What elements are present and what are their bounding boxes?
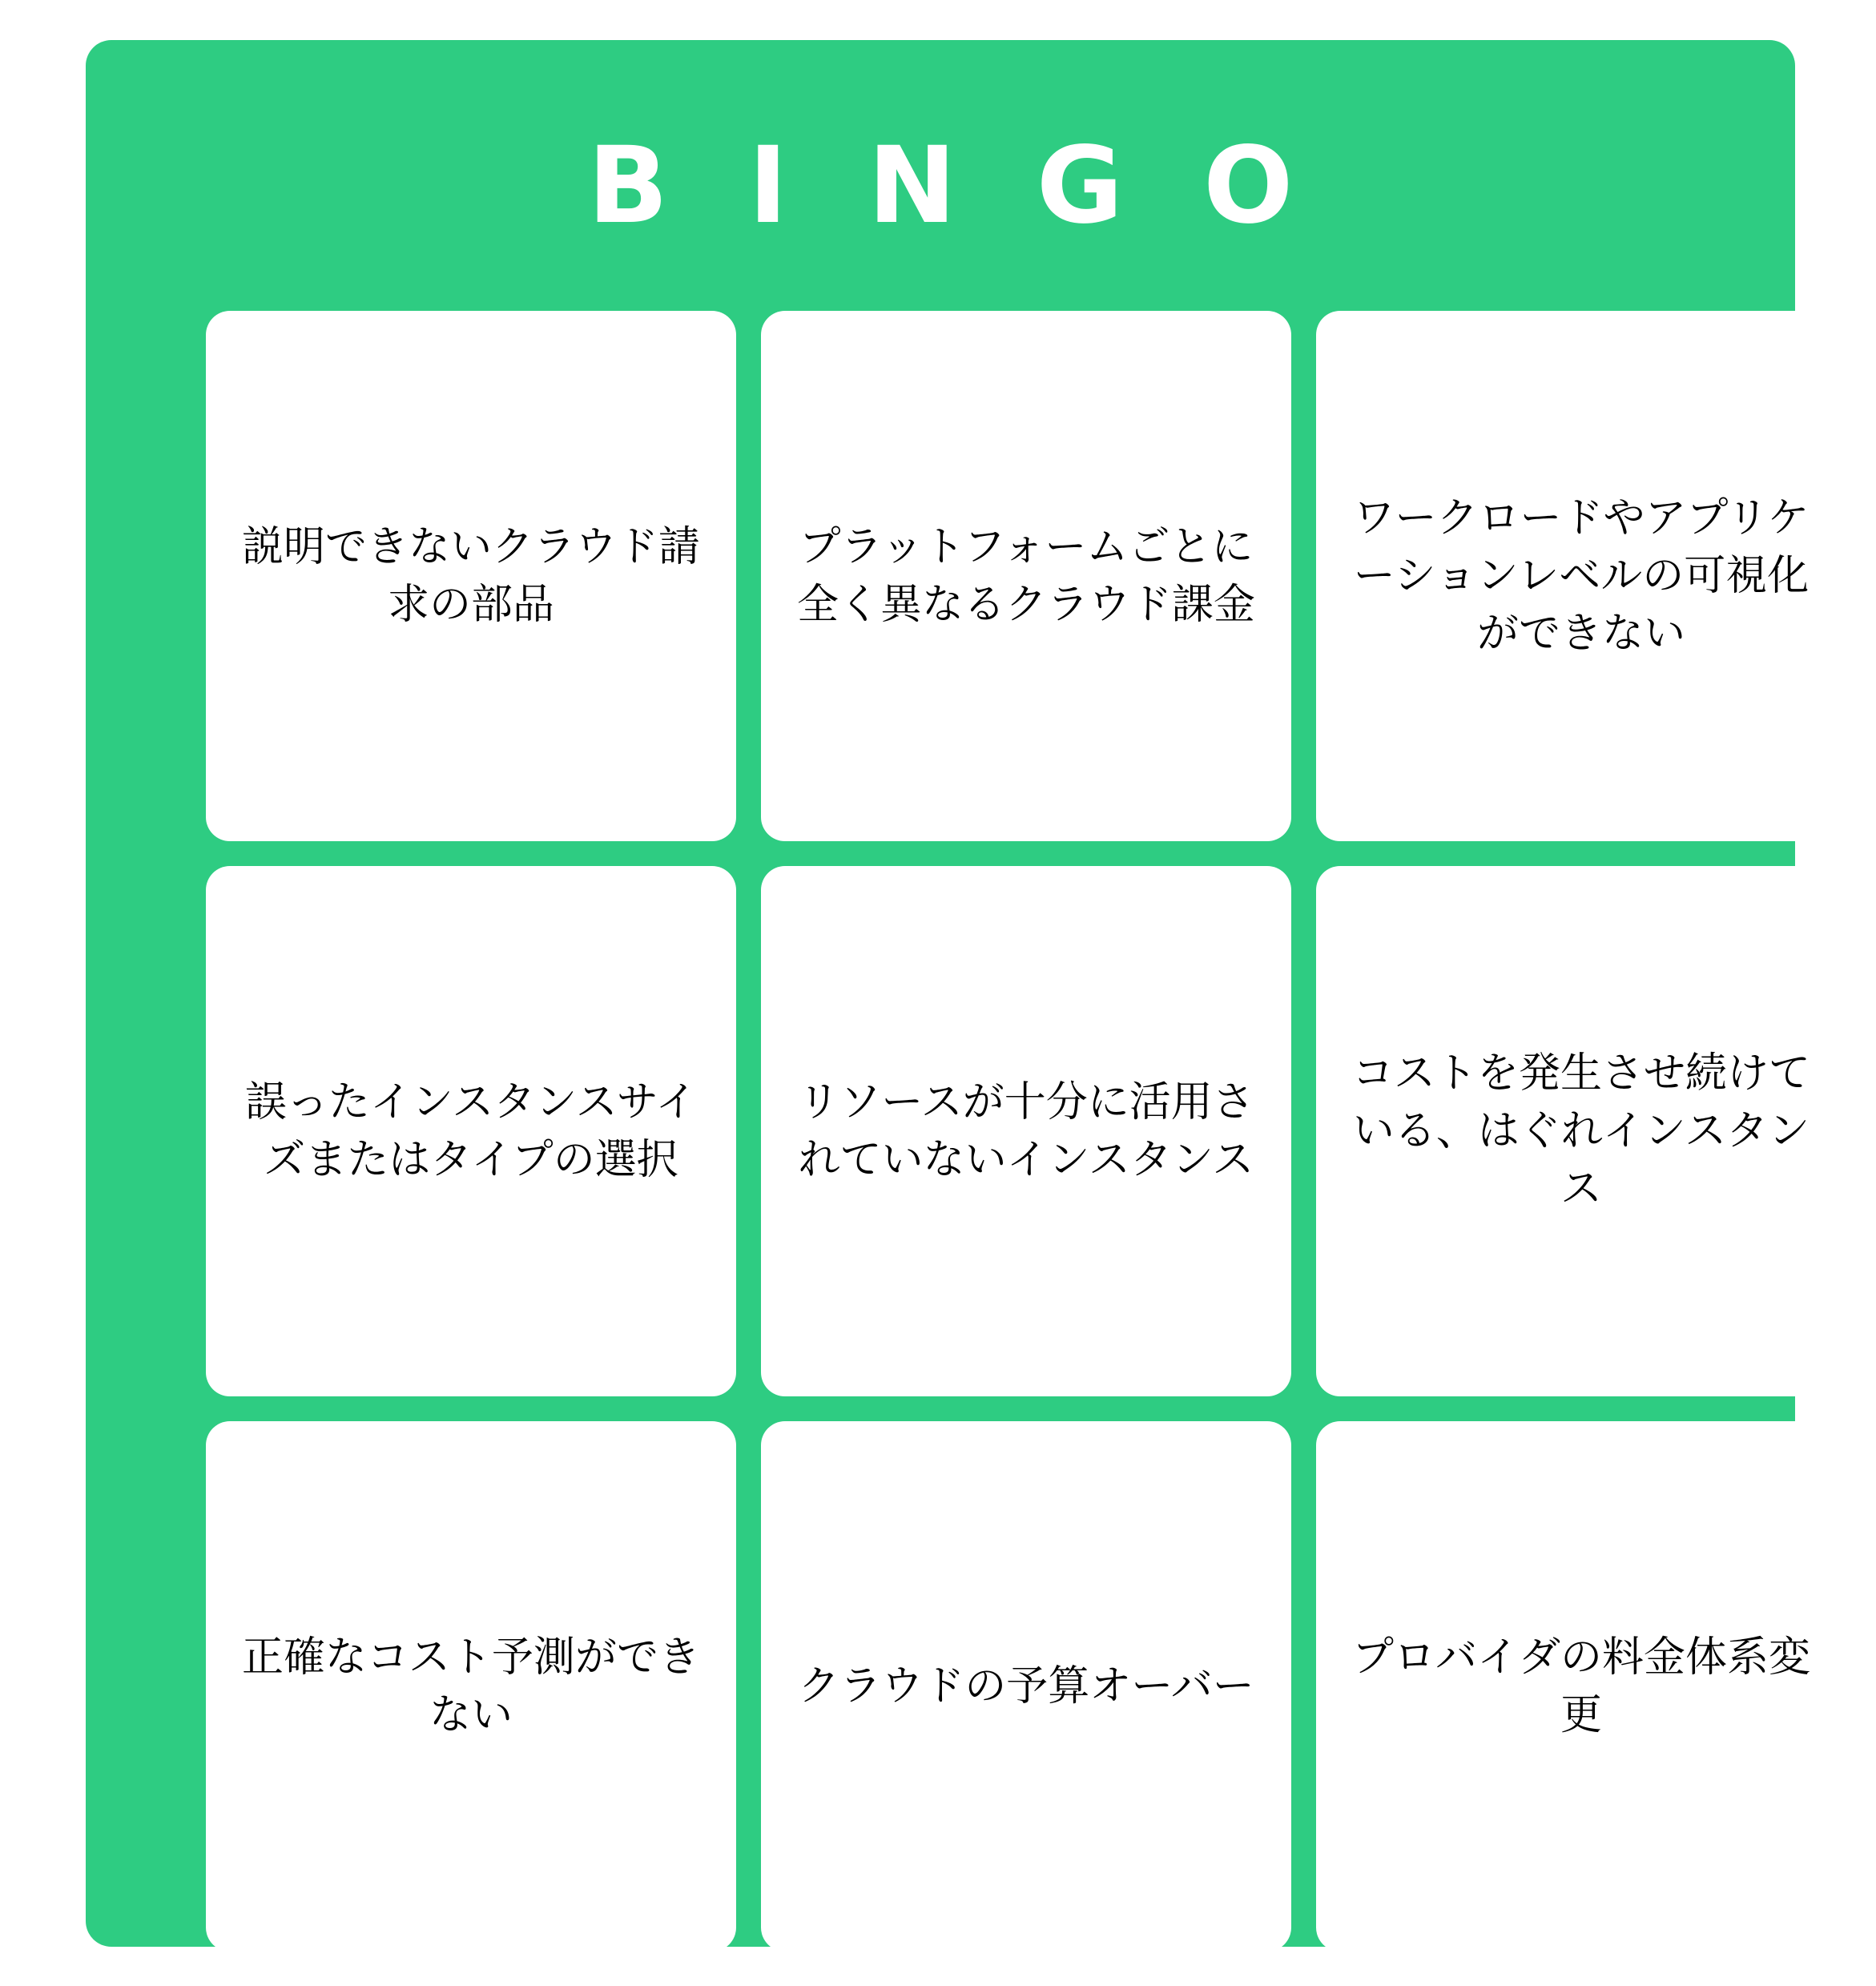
bingo-cell-text: 誤ったインスタンスサイズまたはタイプの選択 [244, 1078, 698, 1184]
bingo-title: BINGO [587, 124, 1374, 248]
bingo-cell-text: 説明できないクラウド請求の部品 [241, 523, 700, 629]
bingo-cell-text: リソースが十分に活用されていないインスタンス [798, 1078, 1254, 1184]
bingo-cell[interactable] [761, 866, 1291, 1396]
bingo-cell-text: プラットフォームごとに全く異なるクラウド課金 [796, 523, 1255, 629]
bingo-board [86, 40, 1810, 1947]
bingo-cell[interactable] [1316, 866, 1846, 1396]
bingo-cell[interactable] [206, 311, 736, 841]
bingo-cell[interactable] [761, 1421, 1291, 1952]
bingo-cell-text: クラウドの予算オーバー [798, 1662, 1254, 1710]
bingo-cell[interactable] [1316, 1421, 1846, 1952]
bingo-cell-text: ワークロードやアプリケーションレベルの可視化ができない [1353, 494, 1810, 658]
bingo-cell[interactable] [206, 1421, 736, 1952]
bingo-cell-text: コストを発生させ続けている、はぐれインスタンス [1351, 1049, 1810, 1213]
bingo-cell[interactable] [1316, 311, 1846, 841]
bingo-cell[interactable] [206, 866, 736, 1396]
bingo-grid [206, 311, 1846, 1952]
bingo-cell[interactable] [761, 311, 1291, 841]
bingo-cell-text: 正確なコスト予測ができない [241, 1634, 700, 1739]
bingo-cell-text: プロバイダの料金体系変更 [1351, 1634, 1810, 1739]
